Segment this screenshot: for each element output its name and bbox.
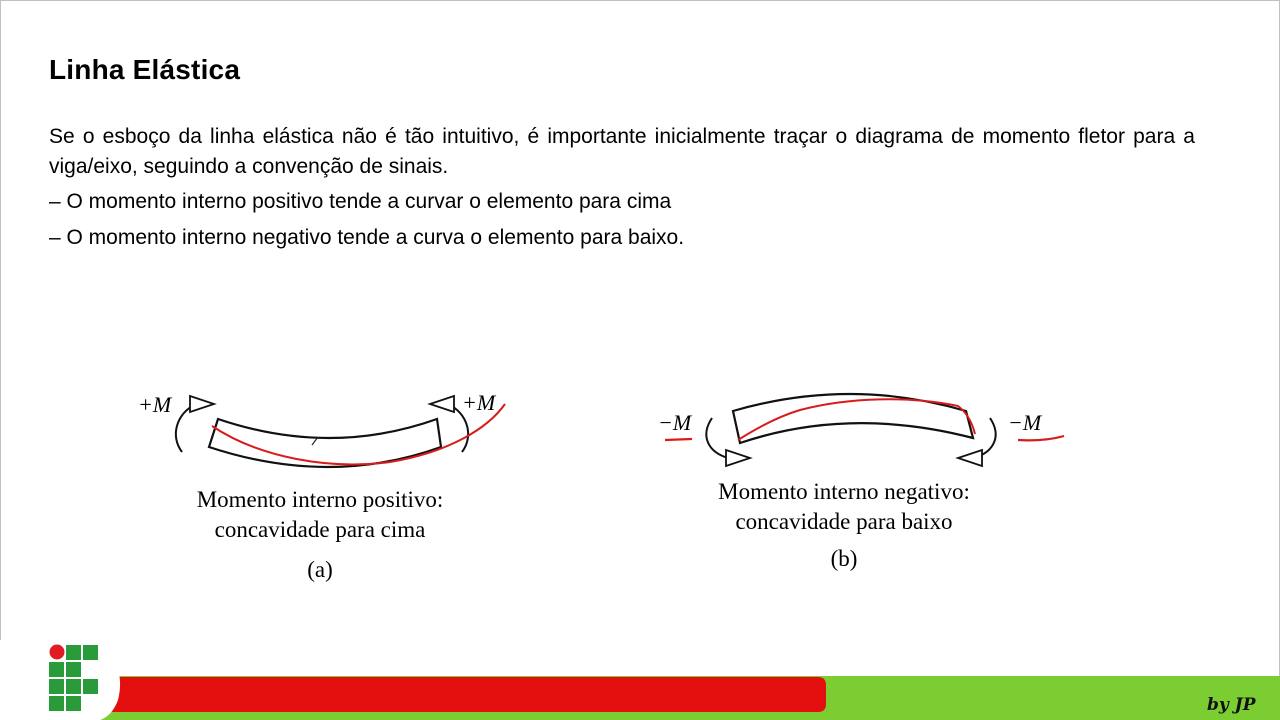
figure-b-label: (b) (830, 546, 858, 571)
logo-square (49, 662, 64, 677)
moment-arrow-b-left-head (726, 450, 750, 466)
logo-square (66, 662, 81, 677)
moment-arrow-a-right-head (430, 396, 454, 412)
red-mark-b-left (665, 439, 692, 440)
caption-a-line1: Momento interno positivo: (196, 487, 444, 512)
bullet-negative-moment: – O momento interno negativo tende a curva o elemento para baixo. (49, 226, 685, 249)
moment-label-b-left: −M (658, 410, 692, 435)
logo-square (66, 679, 81, 694)
intro-paragraph: Se o esboço da linha elástica não é tão intuitivo, é importante inicialmente traçar o diagrama de momento fletor para a viga/eixo, seguindo a convenção de sinais. (49, 125, 1195, 178)
footer-band (0, 640, 1280, 720)
caption-b-line2: concavidade para baixo (735, 509, 953, 534)
moment-arrow-b-right-head (958, 450, 982, 466)
figure-a (138, 390, 505, 582)
logo-square (83, 679, 98, 694)
logo-square (49, 696, 64, 711)
logo-square (49, 679, 64, 694)
moment-arrow-b-left (706, 418, 728, 458)
caption-a-line2: concavidade para cima (214, 517, 426, 542)
author-signature: by JP (1207, 695, 1256, 715)
red-mark-b-right (1018, 436, 1064, 440)
footer-red-band (0, 677, 826, 712)
logo-red-dot (50, 645, 65, 660)
moment-arrow-a-left-head (190, 396, 214, 412)
slide-title: Linha Elástica (49, 54, 241, 85)
caption-b-line1: Momento interno negativo: (718, 479, 970, 504)
slide-body (49, 122, 1195, 254)
beam-bending-figure (0, 360, 1280, 610)
figure-b (658, 394, 1064, 571)
bullet-positive-moment: – O momento interno positivo tende a curvar o elemento para cima (49, 190, 672, 213)
logo-square (83, 645, 98, 660)
moment-label-a-left: +M (138, 392, 172, 417)
logo-square (66, 645, 81, 660)
moment-label-a-right: +M (462, 390, 496, 415)
figure-a-label: (a) (307, 557, 333, 582)
logo-square (66, 696, 81, 711)
moment-label-b-right: −M (1008, 410, 1042, 435)
